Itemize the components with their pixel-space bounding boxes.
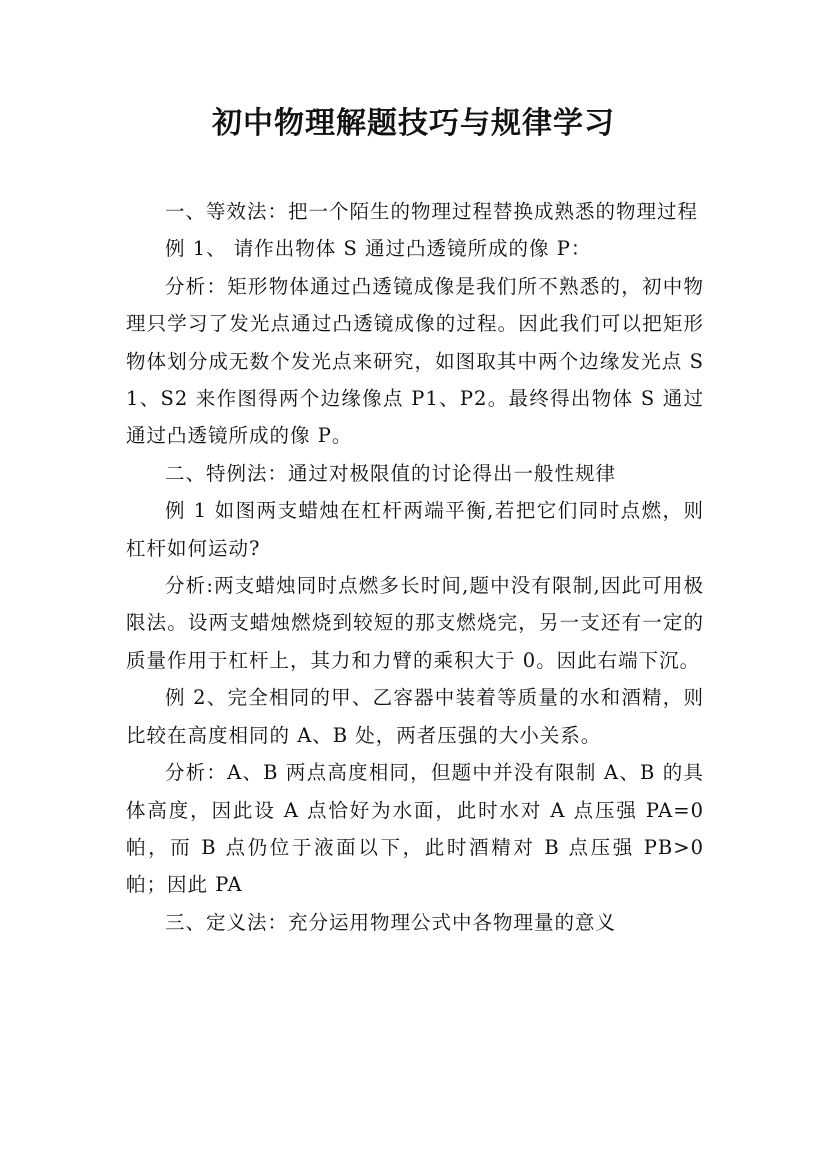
section-heading-special-case-method: 二、特例法：通过对极限值的讨论得出一般性规律	[165, 461, 617, 485]
analysis-paragraph: 分析:两支蜡烛同时点燃多长时间,题中没有限制,因此可用极限法。设两支蜡烛燃烧到较短的那支燃烧完，另一支还有一定的质量作用于杠杆上，其力和力臂的乘积大于 0。因此右端下沉。	[126, 574, 704, 672]
example-paragraph: 例 1 如图两支蜡烛在杠杆两端平衡,若把它们同时点燃，则杠杆如何运动?	[126, 499, 704, 560]
example-paragraph: 例 1、 请作出物体 S 通过凸透镜所成的像 P：	[165, 237, 592, 261]
analysis-paragraph: 分析：矩形物体通过凸透镜成像是我们所不熟悉的，初中物理只学习了发光点通过凸透镜成像的过程。因此我们可以把矩形物体划分成无数个发光点来研究，如图取其中两个边缘发光点 S1、S2 来作图得两个边缘像点 P1、P2。最终得出物体 S 通过通过凸透镜所成的像 P。	[126, 274, 704, 448]
section-heading-equivalence-method: 一、等效法：把一个陌生的物理过程替换成熟悉的物理过程	[165, 200, 699, 223]
example-paragraph: 例 2、完全相同的甲、乙容器中装着等质量的水和酒精，则比较在高度相同的 A、B 处，两者压强的大小关系。	[126, 686, 704, 747]
document-body	[126, 193, 704, 941]
document-title: 初中物理解题技巧与规律学习	[212, 106, 615, 141]
section-heading-definition-method: 三、定义法：充分运用物理公式中各物理量的意义	[165, 910, 617, 934]
analysis-paragraph: 分析：A、B 两点高度相同，但题中并没有限制 A、B 的具体高度，因此设 A 点恰好为水面，此时水对 A 点压强 PA=0 帕，而 B 点仍位于液面以下，此时酒精对 B 点压强 PB>0 帕；因此 PA	[126, 761, 704, 897]
